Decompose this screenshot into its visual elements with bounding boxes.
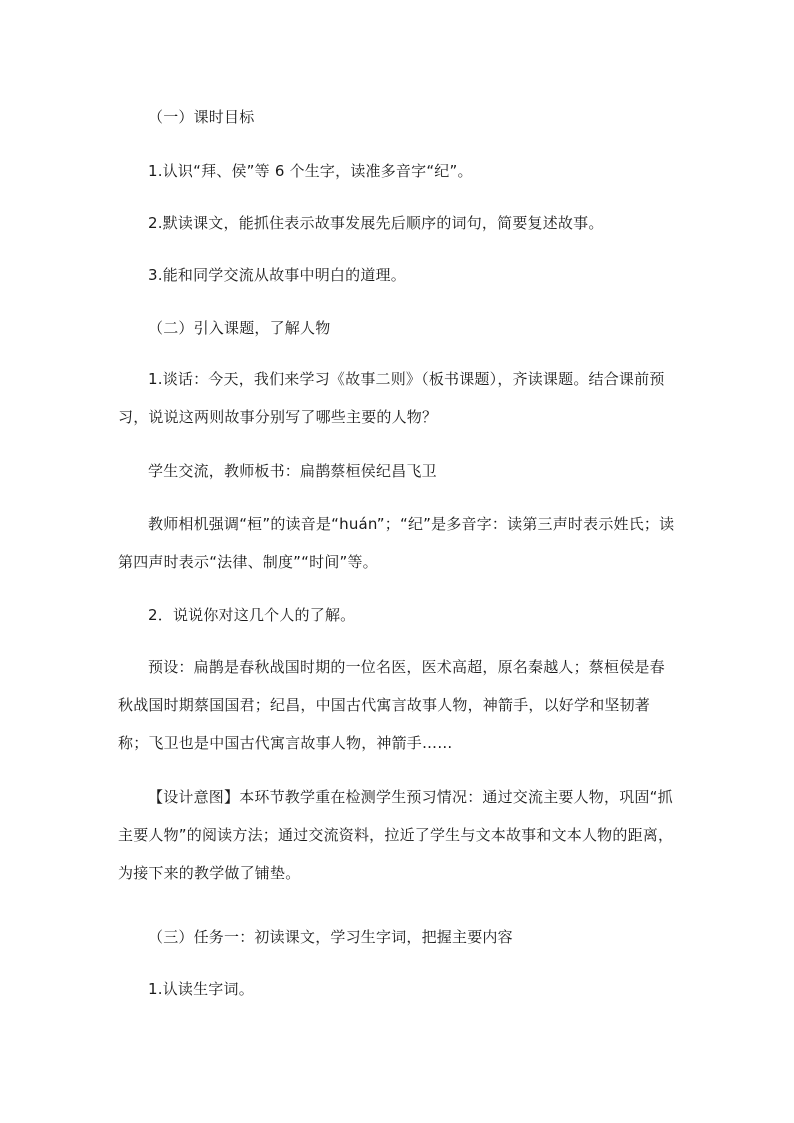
intro-paragraph-talk: 1.谈话：今天，我们来学习《故事二则》（板书课题），齐读课题。结合课前预习，说说这两则故事分别写了哪些主要的人物？ xyxy=(118,370,665,426)
section-heading-task-one: （三）任务一：初读课文，学习生字词，把握主要内容 xyxy=(148,928,513,946)
design-intent-paragraph: 【设计意图】本环节教学重在检测学生预习情况：通过交流主要人物，巩固“抓主要人物”的阅读方法；通过交流资料，拉近了学生与文本故事和文本人物的距离，为接下来的教学做了铺垫。 xyxy=(118,788,674,882)
intro-paragraph-discuss: 2．说说你对这几个人的了解。 xyxy=(148,606,356,624)
section-heading-introduce-topic: （二）引入课题，了解人物 xyxy=(148,319,331,337)
goal-item-3: 3.能和同学交流从故事中明白的道理。 xyxy=(148,266,406,284)
goal-item-2: 2.默读课文，能抓住表示故事发展先后顺序的词句，简要复述故事。 xyxy=(148,214,604,232)
intro-paragraph-board: 学生交流，教师板书：扁鹊蔡桓侯纪昌飞卫 xyxy=(148,462,437,480)
intro-paragraph-pronunciation: 教师相机强调“桓”的读音是“huán”；“纪”是多音字：读第三声时表示姓氏；读第四声时表示“法律、制度”“时间”等。 xyxy=(118,515,675,571)
intro-paragraph-preset: 预设：扁鹊是春秋战国时期的一位名医，医术高超，原名秦越人；蔡桓侯是春秋战国时期蔡国国君；纪昌，中国古代寓言故事人物，神箭手，以好学和坚韧著称；飞卫也是中国古代寓言故事人物，神箭手…… xyxy=(118,658,665,752)
task-one-item-1: 1.认读生字词。 xyxy=(148,980,254,998)
section-heading-lesson-goals: （一）课时目标 xyxy=(148,108,255,126)
goal-item-1: 1.认识“拜、侯”等 6 个生字，读准多音字“纪”。 xyxy=(148,162,473,180)
